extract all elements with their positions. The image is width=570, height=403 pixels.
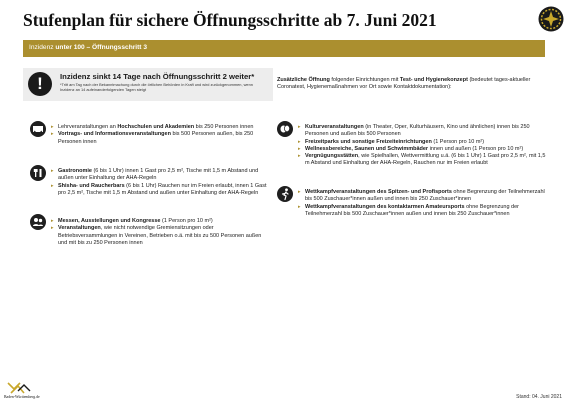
list-item: ▸ Messen, Ausstellungen und Kongresse (1 Person pro 10 m²) xyxy=(51,218,271,225)
notice-box xyxy=(23,68,273,101)
logo-text: Baden-Württemberg.de xyxy=(4,395,40,399)
page-title: Stufenplan für sichere Öffnungsschritte ab 7. Juni 2021 xyxy=(23,10,437,30)
exclamation-icon: ! xyxy=(28,72,52,96)
list-item: ▸ Vergnügungsstätten, wie Spielhallen, Wettvermittlung u.ä. (6 bis 1 Uhr) 1 Gast pro 2,5 m², mit 1,5 m Abstand und Einhaltung der AHA-Regeln, Rauchen nur im Freien erlaubt xyxy=(298,153,546,168)
state-emblem-icon xyxy=(538,6,564,32)
incidence-bar xyxy=(23,40,545,57)
list-item: ▸ Freizeitparks und sonstige Freizeiteinrichtungen (1 Person pro 10 m²) xyxy=(298,139,546,146)
restaurant-icon xyxy=(30,165,46,181)
list-item: ▸ Wellnessbereiche, Saunen und Schwimmbäder innen und außen (1 Person pro 10 m²) xyxy=(298,146,546,153)
extra-bold-1: Zusätzliche Öffnung xyxy=(277,77,330,83)
group-icon xyxy=(30,214,46,230)
list-item: ▸ Gastronomie (6 bis 1 Uhr) innen 1 Gast pro 2,5 m², Tische mit 1,5 m Abstand und außen unter Einhaltung der AHA-Regeln xyxy=(51,168,271,183)
extra-text-1: folgender Einrichtungen mit xyxy=(329,77,400,83)
right-group-1 xyxy=(298,124,546,168)
left-group-3 xyxy=(51,218,271,247)
list-item: ▸ Shisha- und Raucherbars (6 bis 1 Uhr) Rauchen nur im Freien erlaubt, innen 1 Gast pro 2,5 m², Tische mit 1,5 m Abstand und außen unter Einhaltung der AHA-Regeln xyxy=(51,183,271,198)
school-icon xyxy=(30,121,46,137)
list-item: ▸ Vortrags- und Informationsveranstaltungen bis 500 Personen außen, bis 250 Personen innen xyxy=(51,131,271,146)
stand-date: Stand: 04. Juni 2021 xyxy=(516,394,562,400)
right-group-2 xyxy=(298,189,546,218)
extra-bold-2: Test- und Hygienekonzept xyxy=(399,77,468,83)
left-group-2 xyxy=(51,168,271,197)
bar-bold: unter 100 – Öffnungsschritt 3 xyxy=(55,44,148,51)
theater-mask-icon xyxy=(277,121,293,137)
list-item: ▸ Kulturveranstaltungen (in Theater, Oper, Kulturhäusern, Kino und ähnlichen) innen bis 250 Personen und außen bis 500 Personen xyxy=(298,124,546,139)
list-item: ▸ Lehrveranstaltungen an Hochschulen und Akademien bis 250 Personen innen xyxy=(51,124,271,131)
additional-opening-text xyxy=(277,77,547,92)
notice-title: Inzidenz sinkt 14 Tage nach Öffnungsschritt 2 weiter* xyxy=(60,72,255,81)
runner-icon xyxy=(277,186,293,202)
list-item: ▸ Veranstaltungen, wie nicht notwendige Gremiensitzungen oder Betriebsversammlungen in Vereinen, Betrieben o.ä. mit bis zu 500 Personen außen und mit bis zu 250 Personen innen xyxy=(51,225,271,247)
notice-footnote: *Tritt am Tag nach der Bekanntmachung durch die örtlichen Behörden in Kraft und wird zurückgenommen, wenn Inzidenz an 14 aufeinanderfolgenden Tagen steigt xyxy=(60,82,253,92)
bar-prefix: Inzidenz xyxy=(29,44,56,51)
extra-text-2: (bedeutet tages-aktueller Coronatest, Hygienemaßnahmen vor Ort sowie Kontaktdokumentation): xyxy=(277,77,531,91)
list-item: ▸ Wettkampfveranstaltungen des kontaktarmen Amateursports ohne Begrenzung der Teilnehmerzahl bis 500 Zuschauer*innen außen und innen bis 250 Zuschauer*innen xyxy=(298,204,546,219)
left-group-1 xyxy=(51,124,271,146)
list-item: ▸ Wettkampfveranstaltungen des Spitzen- und Profisports ohne Begrenzung der Teilnehmerzahl bis 500 Zuschauer*innen außen und innen bis 250 Zuschauer*innen xyxy=(298,189,546,204)
